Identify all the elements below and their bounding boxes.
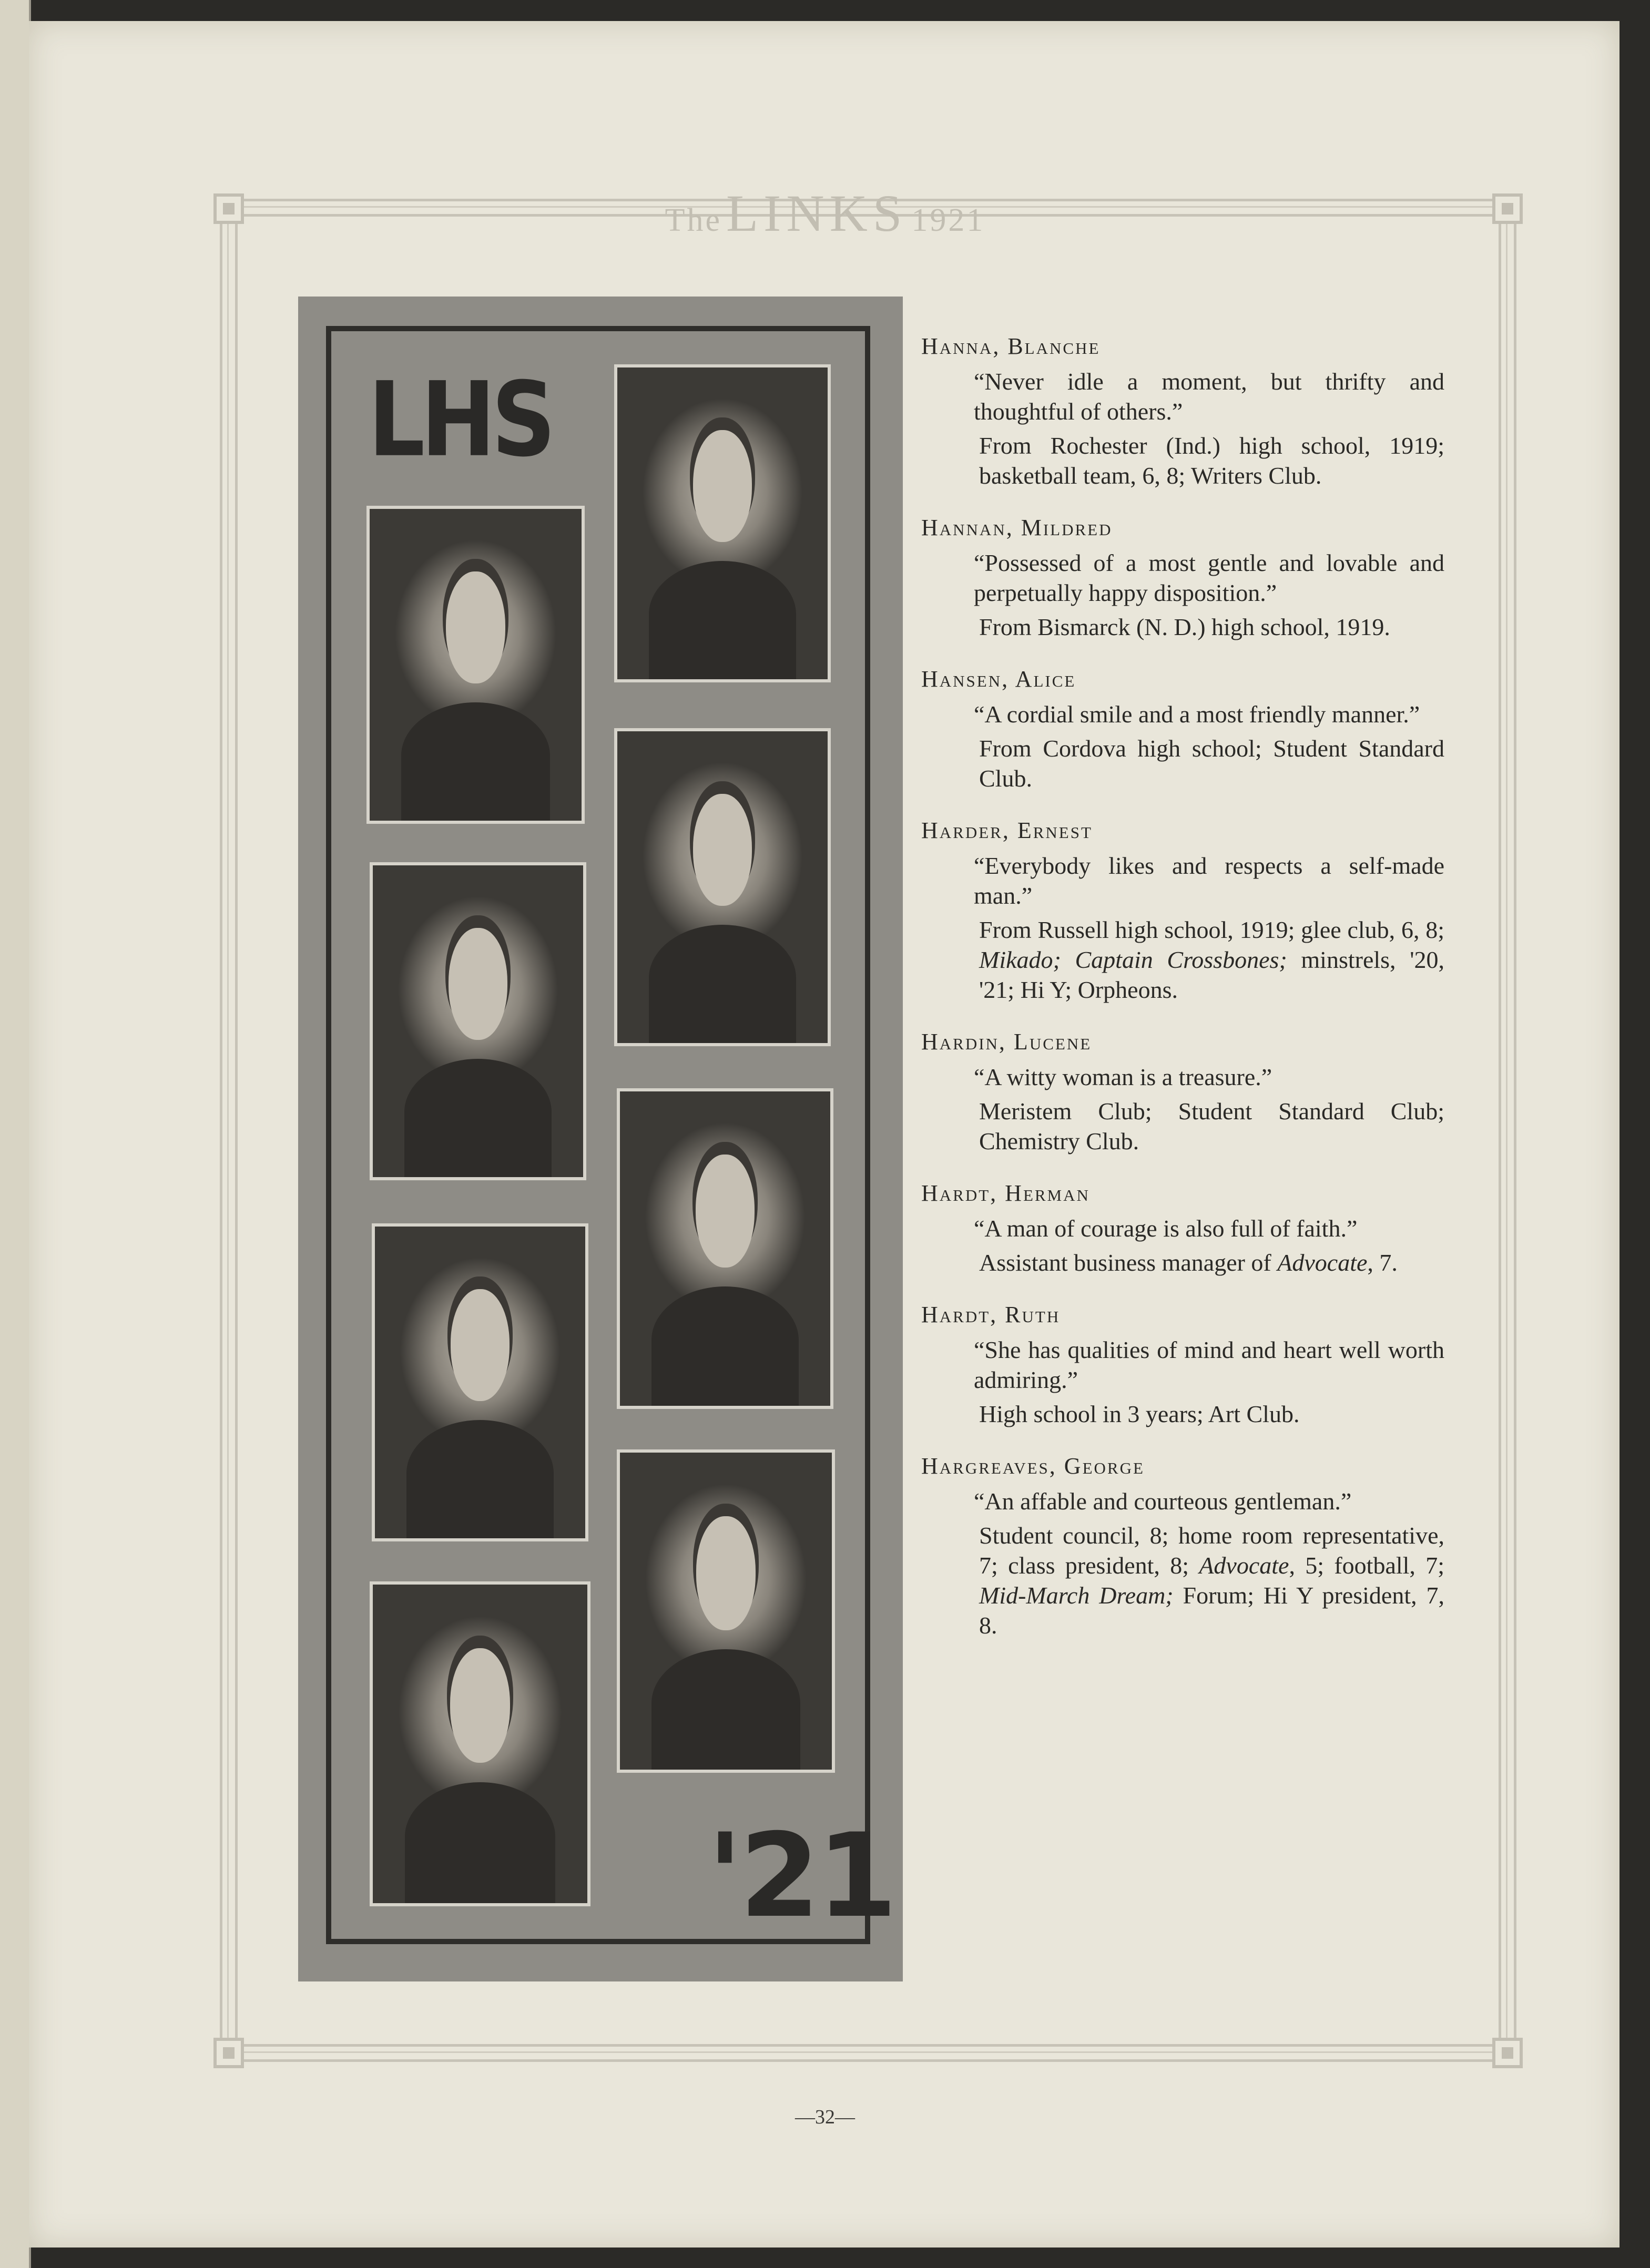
book-spine	[0, 0, 31, 2268]
biography-entry	[921, 1300, 1444, 1429]
header-year: 1921	[911, 202, 985, 238]
portrait-photo	[366, 506, 585, 824]
student-quote: “A witty woman is a treasure.”	[974, 1064, 1272, 1090]
info-italic: Advocate	[1199, 1552, 1289, 1579]
student-name: Harder, Ernest	[921, 818, 1093, 843]
student-quote: “Never idle a moment, but thrifty and thoughtful of others.”	[974, 368, 1444, 425]
info-text: From Russell high school, 1919; glee club, 6, 8;	[979, 916, 1444, 943]
biography-entry	[921, 1178, 1444, 1278]
frame-left	[220, 210, 238, 2045]
biography-list	[921, 331, 1444, 1662]
info-italic: Mid-March Dream;	[979, 1582, 1174, 1609]
info-text: Assistant business manager of	[979, 1249, 1278, 1276]
student-name: Hardt, Ruth	[921, 1302, 1061, 1327]
student-info: From Rochester (Ind.) high school, 1919; basketball team, 6, 8; Writers Club.	[979, 432, 1444, 489]
info-italic: Mikado; Captain Crossbones;	[979, 946, 1287, 973]
student-quote: “She has qualities of mind and heart well worth admiring.”	[974, 1336, 1444, 1393]
student-name: Hannan, Mildred	[921, 515, 1113, 540]
student-info: High school in 3 years; Art Club.	[979, 1401, 1300, 1427]
portrait-photo	[372, 1223, 588, 1541]
student-info: From Bismarck (N. D.) high school, 1919.	[979, 614, 1390, 640]
frame-bottom	[231, 2044, 1514, 2062]
class-year-mark: '21	[707, 1809, 894, 1943]
student-info: Meristem Club; Student Standard Club; Chemistry Club.	[979, 1098, 1444, 1155]
info-text: Forum; Hi Y president, 7, 8.	[979, 1582, 1444, 1639]
frame-corner-bottom-right	[1492, 2038, 1523, 2068]
student-info: From Cordova high school; Student Standard Club.	[979, 735, 1444, 792]
student-quote: “Possessed of a most gentle and lovable and perpetually happy disposition.”	[974, 549, 1444, 606]
header-pre: The	[665, 202, 722, 238]
info-text: minstrels, '20, '21; Hi Y; Orpheons.	[979, 946, 1444, 1003]
portrait-photo	[617, 1449, 835, 1773]
portrait-photo	[614, 364, 831, 682]
frame-corner-bottom-left	[213, 2038, 244, 2068]
page-number: —32—	[795, 2106, 855, 2128]
student-name: Hardin, Lucene	[921, 1029, 1092, 1055]
student-quote: “A cordial smile and a most friendly manner.”	[974, 701, 1420, 728]
student-quote: “A man of courage is also full of faith.”	[974, 1215, 1358, 1242]
lhs-logo: LHS	[368, 360, 552, 480]
student-info	[921, 915, 1444, 1005]
student-info	[921, 1520, 1444, 1640]
student-name: Hansen, Alice	[921, 666, 1076, 692]
student-name: Hardt, Herman	[921, 1180, 1090, 1206]
portrait-photo	[614, 728, 831, 1046]
biography-entry	[921, 1451, 1444, 1640]
info-italic: Advocate	[1277, 1249, 1368, 1276]
header-title: LINKS	[726, 184, 908, 242]
portrait-photo	[617, 1088, 833, 1409]
biography-entry	[921, 1027, 1444, 1156]
student-quote: “An affable and courteous gentleman.”	[974, 1488, 1352, 1515]
info-text: , 5; football, 7;	[1289, 1552, 1445, 1579]
student-quote: “Everybody likes and respects a self-made man.”	[974, 852, 1444, 909]
student-name: Hanna, Blanche	[921, 333, 1101, 359]
student-name: Hargreaves, George	[921, 1453, 1145, 1479]
biography-entry	[921, 815, 1444, 1005]
portrait-photo	[370, 1581, 590, 1906]
info-text: , 7.	[1367, 1249, 1398, 1276]
biography-entry	[921, 664, 1444, 793]
info-text: Student council, 8; home room representative, 7; class president, 8;	[979, 1522, 1444, 1579]
biography-entry	[921, 513, 1444, 642]
frame-right	[1499, 210, 1516, 2045]
portrait-photo	[370, 862, 586, 1180]
page-header	[0, 183, 1650, 243]
student-info	[921, 1248, 1444, 1278]
biography-entry	[921, 331, 1444, 491]
